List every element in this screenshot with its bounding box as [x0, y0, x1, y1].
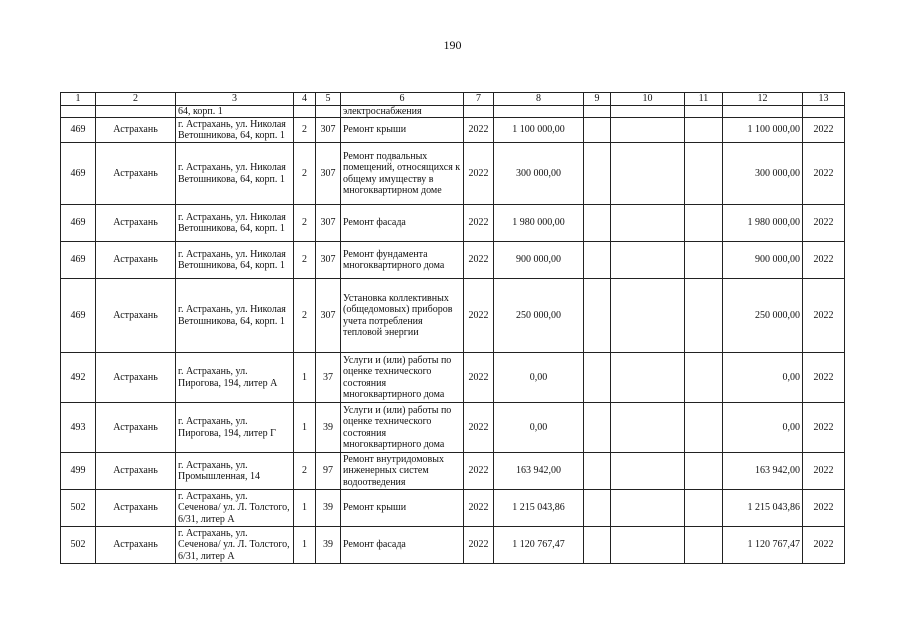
table-cell: 1: [294, 527, 316, 564]
page-number: 190: [443, 38, 462, 52]
table-cell: 1 215 043,86: [494, 490, 584, 527]
table-cell: 2022: [464, 490, 494, 527]
table-cell: г. Астрахань, ул. Николая Ветошникова, 64, корп. 1: [176, 118, 294, 143]
table-cell: [316, 105, 341, 118]
table-cell: [685, 453, 723, 490]
table-cell: [685, 353, 723, 403]
table-cell: 39: [316, 403, 341, 453]
table-cell: 2: [294, 118, 316, 143]
table-cell: 2022: [803, 279, 845, 353]
table-cell: 900 000,00: [723, 242, 803, 279]
table-cell: 307: [316, 118, 341, 143]
table-cell: 2022: [464, 279, 494, 353]
table-cell: 2022: [803, 453, 845, 490]
table-cell: [685, 279, 723, 353]
table-row: [61, 143, 845, 205]
table-cell: Астрахань: [96, 353, 176, 403]
table-row: [61, 527, 845, 564]
column-header: 1: [61, 93, 96, 106]
table-cell: Астрахань: [96, 279, 176, 353]
table-cell: 307: [316, 143, 341, 205]
table-cell: г. Астрахань, ул. Николая Ветошникова, 64, корп. 1: [176, 279, 294, 353]
table-cell: 469: [61, 205, 96, 242]
table-cell: [611, 279, 685, 353]
table-cell: 0,00: [723, 403, 803, 453]
table-cell: [685, 403, 723, 453]
table-cell: 0,00: [723, 353, 803, 403]
table-cell: 300 000,00: [494, 143, 584, 205]
table-cell: 1: [294, 490, 316, 527]
table-cell: [584, 453, 611, 490]
table-cell: 250 000,00: [494, 279, 584, 353]
table-cell: Услуги и (или) работы по оценке технического состояния многоквартирного дома: [341, 403, 464, 453]
table-row: [61, 353, 845, 403]
table-cell: 1 980 000,00: [723, 205, 803, 242]
column-header: 8: [494, 93, 584, 106]
table-cell: [494, 105, 584, 118]
table-cell: Астрахань: [96, 118, 176, 143]
table-cell: [611, 118, 685, 143]
column-header: 5: [316, 93, 341, 106]
table-cell: [685, 105, 723, 118]
table-cell: [611, 205, 685, 242]
table-cell: [61, 105, 96, 118]
table-row: [61, 205, 845, 242]
table-cell: 2: [294, 279, 316, 353]
table-cell: [611, 453, 685, 490]
table-cell: 2022: [803, 143, 845, 205]
table-cell: 2022: [464, 118, 494, 143]
table-cell: 1 100 000,00: [723, 118, 803, 143]
table-cell: 2022: [464, 453, 494, 490]
table-cell: Астрахань: [96, 453, 176, 490]
table-cell: [611, 403, 685, 453]
column-header: 9: [584, 93, 611, 106]
table-cell: г. Астрахань, ул. Николая Ветошникова, 64, корп. 1: [176, 242, 294, 279]
table-cell: 64, корп. 1: [176, 105, 294, 118]
table-cell: [611, 143, 685, 205]
table-cell: 1: [294, 403, 316, 453]
table-cell: 2022: [464, 353, 494, 403]
repair-program-table: [60, 92, 845, 564]
table-cell: 469: [61, 143, 96, 205]
column-header: 13: [803, 93, 845, 106]
table-cell: Астрахань: [96, 527, 176, 564]
table-cell: 2022: [803, 527, 845, 564]
table-cell: 499: [61, 453, 96, 490]
table-cell: [685, 118, 723, 143]
table-cell: 1 215 043,86: [723, 490, 803, 527]
table-cell: 163 942,00: [494, 453, 584, 490]
table-cell: 2022: [803, 118, 845, 143]
table-cell: [584, 403, 611, 453]
table-cell: [803, 105, 845, 118]
table-cell: [685, 490, 723, 527]
column-header: 3: [176, 93, 294, 106]
header-row: [61, 93, 845, 106]
table-cell: г. Астрахань, ул. Николая Ветошникова, 64, корп. 1: [176, 205, 294, 242]
table-cell: 2: [294, 143, 316, 205]
table-cell: [584, 118, 611, 143]
table-cell: Астрахань: [96, 205, 176, 242]
table-cell: 2022: [464, 205, 494, 242]
table-cell: 39: [316, 490, 341, 527]
table-cell: [685, 143, 723, 205]
table-cell: Ремонт крыши: [341, 490, 464, 527]
table-cell: Ремонт подвальных помещений, относящихся к общему имуществу в многоквартирном доме: [341, 143, 464, 205]
table-cell: 163 942,00: [723, 453, 803, 490]
table-cell: [584, 279, 611, 353]
table-cell: Услуги и (или) работы по оценке технического состояния многоквартирного дома: [341, 353, 464, 403]
table-cell: г. Астрахань, ул. Сеченова/ ул. Л. Толстого, 6/31, литер А: [176, 490, 294, 527]
table-cell: [685, 242, 723, 279]
table-cell: 469: [61, 118, 96, 143]
table-cell: 493: [61, 403, 96, 453]
column-header: 11: [685, 93, 723, 106]
table-cell: [96, 105, 176, 118]
table-cell: [685, 205, 723, 242]
table-cell: Ремонт крыши: [341, 118, 464, 143]
table-cell: Астрахань: [96, 490, 176, 527]
table-cell: [611, 353, 685, 403]
table-cell: Астрахань: [96, 242, 176, 279]
table-cell: 250 000,00: [723, 279, 803, 353]
table-cell: Установка коллективных (общедомовых) приборов учета потребления тепловой энергии: [341, 279, 464, 353]
table-cell: [611, 105, 685, 118]
table-cell: 307: [316, 242, 341, 279]
table-cell: 2: [294, 453, 316, 490]
table-cell: [294, 105, 316, 118]
table-cell: 37: [316, 353, 341, 403]
table-row: [61, 490, 845, 527]
table-cell: 307: [316, 205, 341, 242]
table-cell: [584, 205, 611, 242]
table-cell: Ремонт фасада: [341, 527, 464, 564]
column-header: 6: [341, 93, 464, 106]
table-row: [61, 105, 845, 118]
table-cell: 1 980 000,00: [494, 205, 584, 242]
table-cell: [611, 490, 685, 527]
table-cell: Астрахань: [96, 143, 176, 205]
table-cell: 2022: [803, 353, 845, 403]
table-cell: 1 120 767,47: [723, 527, 803, 564]
table-cell: 2022: [803, 403, 845, 453]
table-cell: 300 000,00: [723, 143, 803, 205]
table-cell: 307: [316, 279, 341, 353]
table-cell: 2022: [464, 143, 494, 205]
table-cell: 2022: [803, 490, 845, 527]
table-cell: [611, 242, 685, 279]
table-cell: 469: [61, 242, 96, 279]
table-cell: 2: [294, 205, 316, 242]
table-cell: 2022: [464, 527, 494, 564]
column-header: 12: [723, 93, 803, 106]
table-cell: 0,00: [494, 403, 584, 453]
column-header: 7: [464, 93, 494, 106]
table-cell: 1: [294, 353, 316, 403]
table-cell: 492: [61, 353, 96, 403]
table-cell: г. Астрахань, ул. Сеченова/ ул. Л. Толстого, 6/31, литер А: [176, 527, 294, 564]
table-cell: [584, 105, 611, 118]
table-cell: 39: [316, 527, 341, 564]
column-header: 2: [96, 93, 176, 106]
column-header: 10: [611, 93, 685, 106]
table-cell: 1 120 767,47: [494, 527, 584, 564]
table-cell: 2022: [464, 242, 494, 279]
table-cell: г. Астрахань, ул. Пирогова, 194, литер А: [176, 353, 294, 403]
table-cell: 1 100 000,00: [494, 118, 584, 143]
table-cell: Ремонт фасада: [341, 205, 464, 242]
table-cell: 502: [61, 527, 96, 564]
table-cell: Ремонт внутридомовых инженерных систем водоотведения: [341, 453, 464, 490]
table-row: [61, 403, 845, 453]
table-cell: [611, 527, 685, 564]
table-row: [61, 242, 845, 279]
table-cell: электроснабжения: [341, 105, 464, 118]
table-cell: г. Астрахань, ул. Промышленная, 14: [176, 453, 294, 490]
table-cell: 469: [61, 279, 96, 353]
table-row: [61, 279, 845, 353]
table-cell: 97: [316, 453, 341, 490]
table-cell: [685, 527, 723, 564]
table-cell: 0,00: [494, 353, 584, 403]
column-header: 4: [294, 93, 316, 106]
table-cell: 2022: [464, 403, 494, 453]
table-cell: 502: [61, 490, 96, 527]
table-cell: [584, 353, 611, 403]
table-row: [61, 453, 845, 490]
table-row: [61, 118, 845, 143]
table-cell: [584, 242, 611, 279]
table-body: [61, 105, 845, 564]
table-cell: г. Астрахань, ул. Пирогова, 194, литер Г: [176, 403, 294, 453]
table-cell: 900 000,00: [494, 242, 584, 279]
table-cell: Ремонт фундамента многоквартирного дома: [341, 242, 464, 279]
table-cell: [723, 105, 803, 118]
table-cell: [584, 490, 611, 527]
table-cell: г. Астрахань, ул. Николая Ветошникова, 64, корп. 1: [176, 143, 294, 205]
table-cell: 2: [294, 242, 316, 279]
table-cell: 2022: [803, 205, 845, 242]
table-cell: [584, 527, 611, 564]
table-cell: [584, 143, 611, 205]
table-cell: 2022: [803, 242, 845, 279]
table-cell: [464, 105, 494, 118]
table-cell: Астрахань: [96, 403, 176, 453]
